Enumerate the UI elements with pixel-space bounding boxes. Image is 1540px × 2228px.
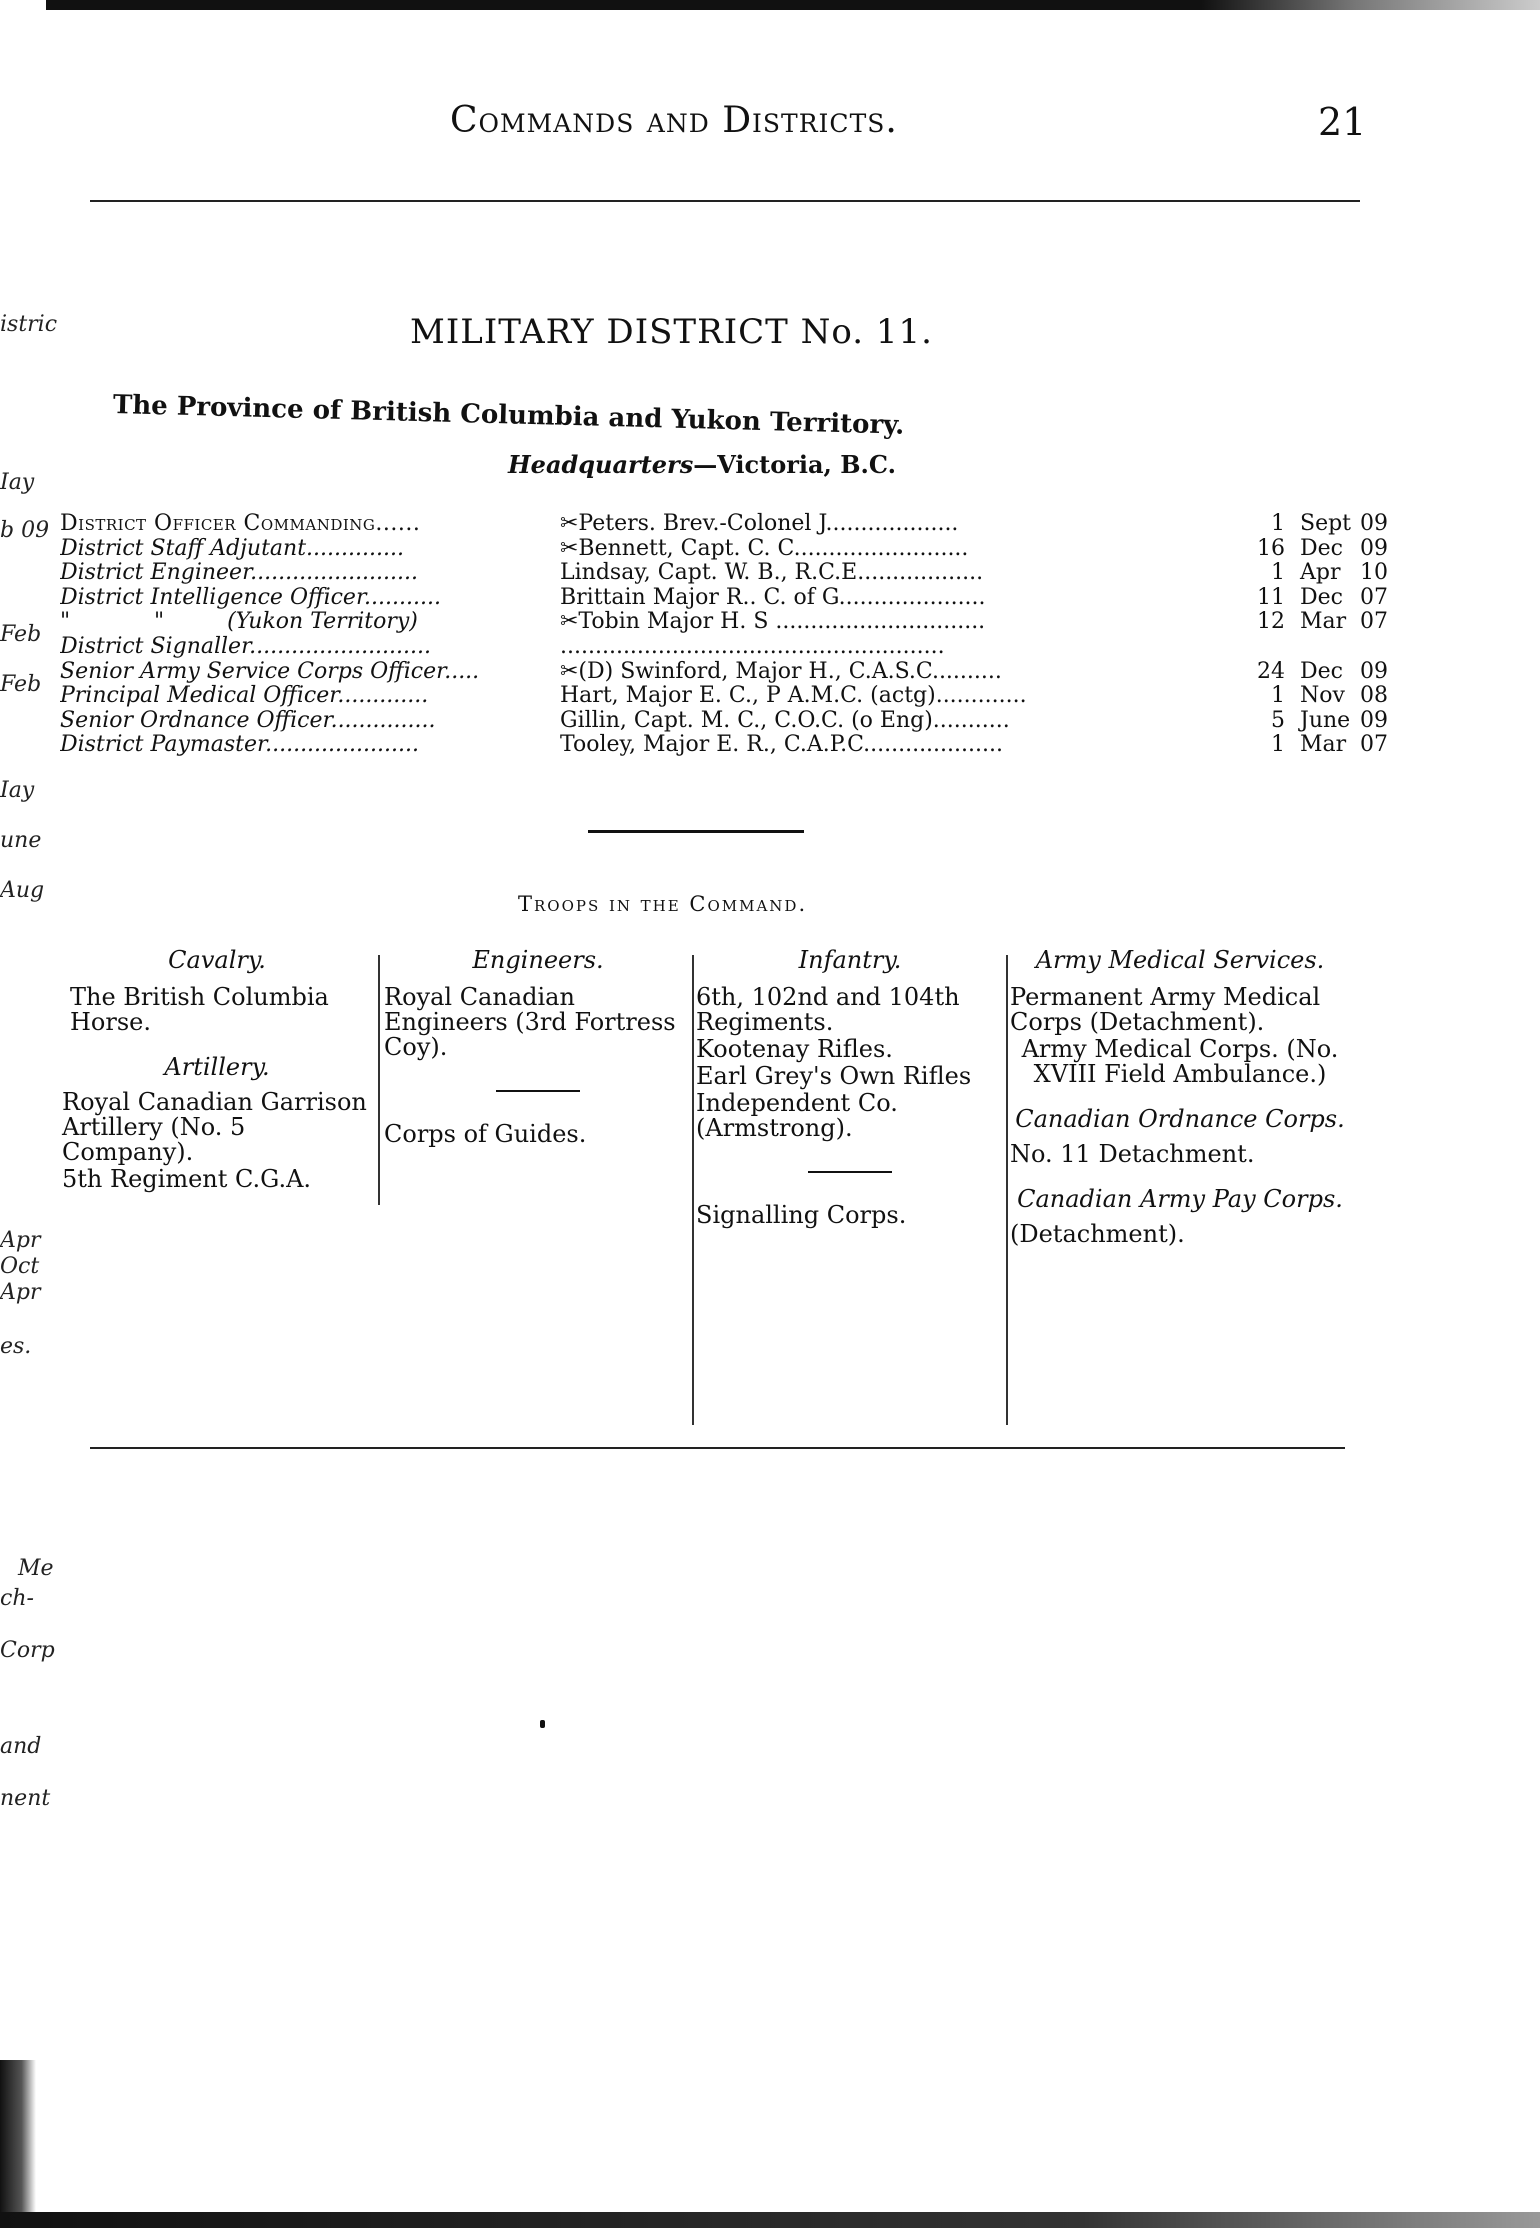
officer-month: Dec xyxy=(1300,535,1343,561)
officer-name: Gillin, Capt. M. C., C.O.C. (o Eng)........... xyxy=(560,708,1010,733)
medical-unit: Army Medical Corps. (No. XVIII Field Ambulance.) xyxy=(1021,1035,1339,1088)
margin-fragment: Feb xyxy=(0,622,42,647)
artillery-unit: Royal Canadian Garrison Artillery (No. 5 Company). xyxy=(62,1088,367,1166)
margin-fragment: Apr xyxy=(0,1280,41,1305)
margin-fragment: Iay xyxy=(0,778,35,803)
medical-unit: Permanent Army Medical Corps (Detachment). xyxy=(1010,983,1321,1036)
infantry-unit: Signalling Corps. xyxy=(696,1201,907,1229)
running-title: Commands and Districts. xyxy=(450,100,898,141)
pay-unit: (Detachment). xyxy=(1010,1220,1185,1248)
headquarters-label: Headquarters xyxy=(508,450,694,479)
officer-name: ✂Tobin Major H. S .............................. xyxy=(560,610,986,635)
ordnance-heading: Canadian Ordnance Corps. xyxy=(1015,1105,1345,1133)
troops-heading: Troops in the Command. xyxy=(518,892,808,916)
artillery-heading: Artillery. xyxy=(164,1053,270,1081)
officer-title: Principal Medical Officer............. xyxy=(60,684,429,709)
province-line: The Province of British Columbia and Yukon Territory. xyxy=(112,390,905,441)
officer-name: Brittain Major R.. C. of G..................... xyxy=(560,585,986,610)
officer-year: 08 xyxy=(1360,683,1388,709)
officer-row xyxy=(60,635,1360,660)
page-edge-shadow xyxy=(0,2060,36,2228)
officer-month: Dec xyxy=(1300,658,1343,684)
officer-day: 1 xyxy=(1271,560,1285,586)
officer-month: Sept xyxy=(1300,511,1352,536)
officer-row xyxy=(60,609,1388,635)
pay-heading: Canadian Army Pay Corps. xyxy=(1017,1185,1343,1213)
margin-fragment: ch- xyxy=(0,1586,34,1611)
officer-day: 16 xyxy=(1257,535,1285,561)
officer-month: Nov xyxy=(1300,683,1345,709)
officer-title: District Signaller.......................... xyxy=(60,634,432,659)
officer-title: District Intelligence Officer........... xyxy=(60,585,441,610)
district-title: MILITARY DISTRICT No. 11. xyxy=(410,312,933,352)
infantry-unit: Independent Co. (Armstrong). xyxy=(696,1089,898,1142)
infantry-unit: 6th, 102nd and 104th Regiments. xyxy=(696,983,960,1036)
margin-fragment: Feb xyxy=(0,672,42,697)
column-divider xyxy=(1006,955,1008,1425)
officer-row xyxy=(60,584,1388,611)
officer-name: Tooley, Major E. R., C.A.P.C.................... xyxy=(560,733,1003,758)
medical-column xyxy=(1010,948,1350,1249)
officer-day: 12 xyxy=(1257,609,1285,635)
officer-year: 10 xyxy=(1360,560,1388,586)
officer-title: District Paymaster...................... xyxy=(60,733,419,758)
officer-year: 07 xyxy=(1360,609,1388,635)
header-rule xyxy=(90,200,1360,202)
margin-fragment: Me xyxy=(18,1556,54,1581)
officer-title: Senior Army Service Corps Officer..... xyxy=(60,659,480,684)
officer-name: ✂(D) Swinford, Major H., C.A.S.C.......... xyxy=(560,659,1002,684)
margin-fragment: Oct xyxy=(0,1254,40,1279)
officer-row xyxy=(60,683,1388,709)
margin-fragment: une xyxy=(0,828,42,853)
officer-day: 24 xyxy=(1257,658,1285,684)
infantry-column xyxy=(696,948,1004,1230)
officer-month: June xyxy=(1300,707,1351,733)
officer-day: 1 xyxy=(1271,683,1285,709)
officer-list xyxy=(60,511,1388,758)
officer-name: ....................................................... xyxy=(560,634,945,659)
margin-fragment: Aug xyxy=(0,878,45,903)
page-edge-top xyxy=(0,0,1540,10)
officer-row xyxy=(60,511,1388,537)
officer-name: Hart, Major E. C., P A.M.C. (actg)............. xyxy=(560,684,1027,709)
infantry-unit: Kootenay Rifles. xyxy=(696,1035,893,1063)
page-number: 21 xyxy=(1318,100,1367,144)
headquarters-line xyxy=(508,450,896,479)
ink-speck xyxy=(540,1720,545,1728)
officer-day: 11 xyxy=(1257,584,1285,610)
officer-name: Lindsay, Capt. W. B., R.C.E.................. xyxy=(560,561,984,586)
officer-title: District Officer Commanding...... xyxy=(60,512,421,536)
column-rule xyxy=(808,1171,892,1173)
column-rule xyxy=(496,1090,580,1092)
officer-month: Apr xyxy=(1300,560,1341,586)
officer-row xyxy=(60,560,1388,586)
cavalry-heading: Cavalry. xyxy=(168,946,266,974)
officer-title: District Staff Adjutant.............. xyxy=(60,536,404,561)
officer-year: 09 xyxy=(1360,658,1388,684)
cavalry-artillery-column xyxy=(62,948,372,1194)
officer-year: 09 xyxy=(1360,707,1388,733)
footer-rule xyxy=(90,1447,1345,1449)
engineers-heading: Engineers. xyxy=(472,946,604,974)
column-divider xyxy=(378,955,380,1205)
officer-row xyxy=(60,535,1388,562)
officer-day: 5 xyxy=(1271,707,1285,733)
margin-fragment: Apr xyxy=(0,1228,41,1253)
margin-fragment: Corp xyxy=(0,1638,55,1663)
ordnance-unit: No. 11 Detachment. xyxy=(1010,1140,1255,1168)
officer-day: 1 xyxy=(1271,511,1285,536)
engineers-column xyxy=(384,948,692,1149)
officer-year: 09 xyxy=(1360,511,1388,536)
officer-year: 09 xyxy=(1360,535,1388,561)
medical-heading: Army Medical Services. xyxy=(1035,946,1325,974)
officer-year: 07 xyxy=(1360,584,1388,610)
engineers-unit: Royal Canadian Engineers (3rd Fortress Coy). xyxy=(384,983,676,1061)
officer-month: Dec xyxy=(1300,584,1343,610)
officer-name: ✂Peters. Brev.-Colonel J................... xyxy=(560,512,959,536)
margin-fragment: Iay xyxy=(0,470,35,495)
artillery-unit: 5th Regiment C.G.A. xyxy=(62,1165,312,1193)
headquarters-value: —Victoria, B.C. xyxy=(693,450,896,479)
margin-fragment: and xyxy=(0,1734,42,1759)
column-divider xyxy=(692,955,694,1425)
section-rule xyxy=(588,830,804,833)
margin-fragment: istric xyxy=(0,312,58,337)
officer-title: District Engineer........................ xyxy=(60,561,419,586)
cavalry-unit: The British Columbia Horse. xyxy=(70,983,329,1036)
officer-month: Mar xyxy=(1300,732,1347,758)
officer-name: ✂Bennett, Capt. C. C......................... xyxy=(560,536,969,561)
infantry-unit: Earl Grey's Own Rifles xyxy=(696,1062,972,1090)
officer-month: Mar xyxy=(1300,609,1347,635)
officer-title: Senior Ordnance Officer............... xyxy=(60,708,436,733)
margin-fragment: b 09 xyxy=(0,518,50,543)
officer-row xyxy=(60,732,1388,758)
infantry-heading: Infantry. xyxy=(798,946,902,974)
officer-title: " " (Yukon Territory) xyxy=(60,610,418,635)
officer-day: 1 xyxy=(1271,732,1285,758)
engineers-unit: Corps of Guides. xyxy=(384,1120,587,1148)
officer-row xyxy=(60,707,1388,734)
officer-row xyxy=(60,658,1388,685)
page-edge-bottom xyxy=(0,2212,1540,2228)
officer-year: 07 xyxy=(1360,732,1388,758)
margin-fragment: es. xyxy=(0,1334,32,1359)
margin-fragment: nent xyxy=(0,1786,51,1811)
